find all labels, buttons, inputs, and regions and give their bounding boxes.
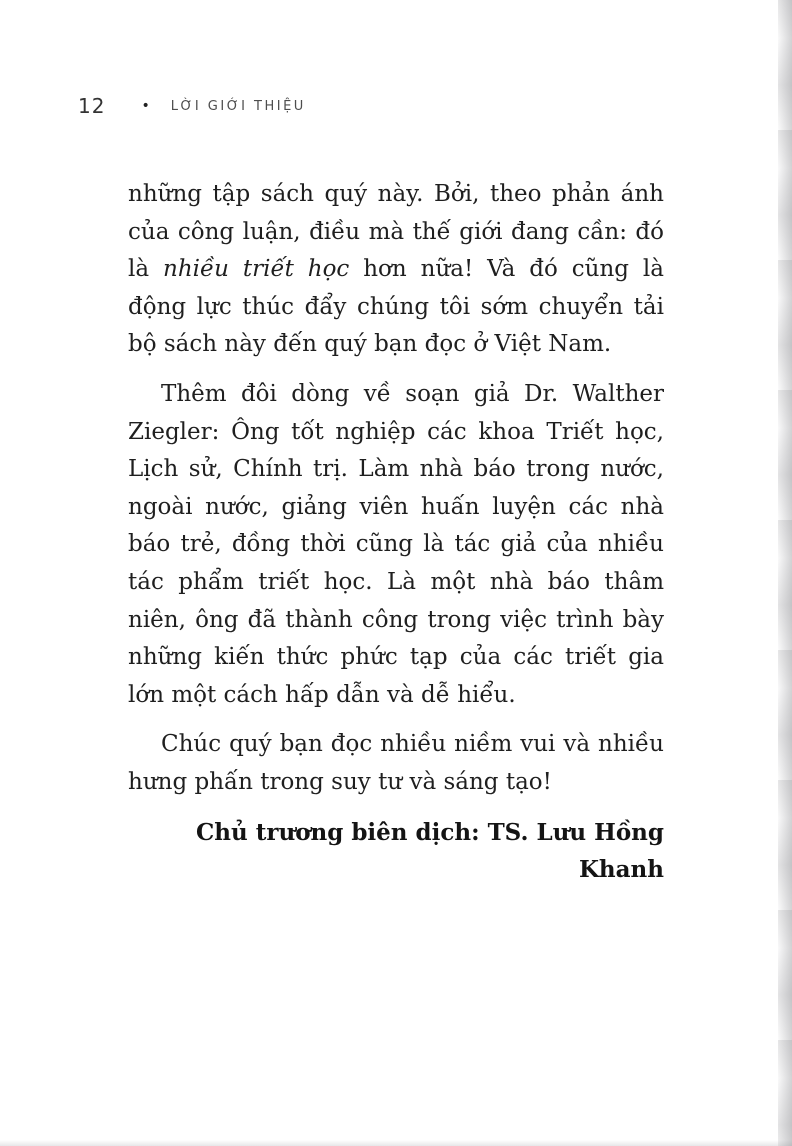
scan-edge-texture-bottom	[0, 1140, 792, 1146]
translation-credit: Chủ trương biên dịch: TS. Lưu Hồng Khanh	[195, 818, 664, 884]
paragraph-1-italic-phrase: nhiều triết học	[163, 256, 350, 283]
running-title: LỜI GIỚI THIỆU	[170, 98, 306, 114]
paragraph-1	[128, 176, 664, 364]
page-number: 12	[78, 94, 106, 118]
scan-edge-texture-right	[778, 0, 792, 1146]
page-header	[78, 94, 306, 118]
paragraph-1-text-a: những tập sách quý này. Bởi, theo phản ánh của công luận, điều mà thế giới đang cần: đó là	[128, 181, 664, 283]
page-body	[128, 176, 664, 889]
paragraph-1-text-b: hơn nữa! Và đó cũng là động lực thúc đẩy chúng tôi sớm chuyển tải bộ sách này đến quý bạn đọc ở Việt Nam.	[128, 256, 664, 358]
paragraph-2: Thêm đôi dòng về soạn giả Dr. Walther Ziegler: Ông tốt nghiệp các khoa Triết học, Lịch sử, Chính trị. Làm nhà báo trong nước, ngoài nước, giảng viên huấn luyện các nhà báo trẻ, đồng thời cũng là tác giả của nhiều tác phẩm triết học. Là một nhà báo thâm niên, ông đã thành công trong việc trình bày những kiến thức phức tạp của các triết gia lớn một cách hấp dẫn và dễ hiểu.	[128, 380, 664, 708]
paragraph-3: Chúc quý bạn đọc nhiều niềm vui và nhiều hưng phấn trong suy tư và sáng tạo!	[128, 731, 664, 795]
bullet-separator: •	[141, 98, 150, 114]
